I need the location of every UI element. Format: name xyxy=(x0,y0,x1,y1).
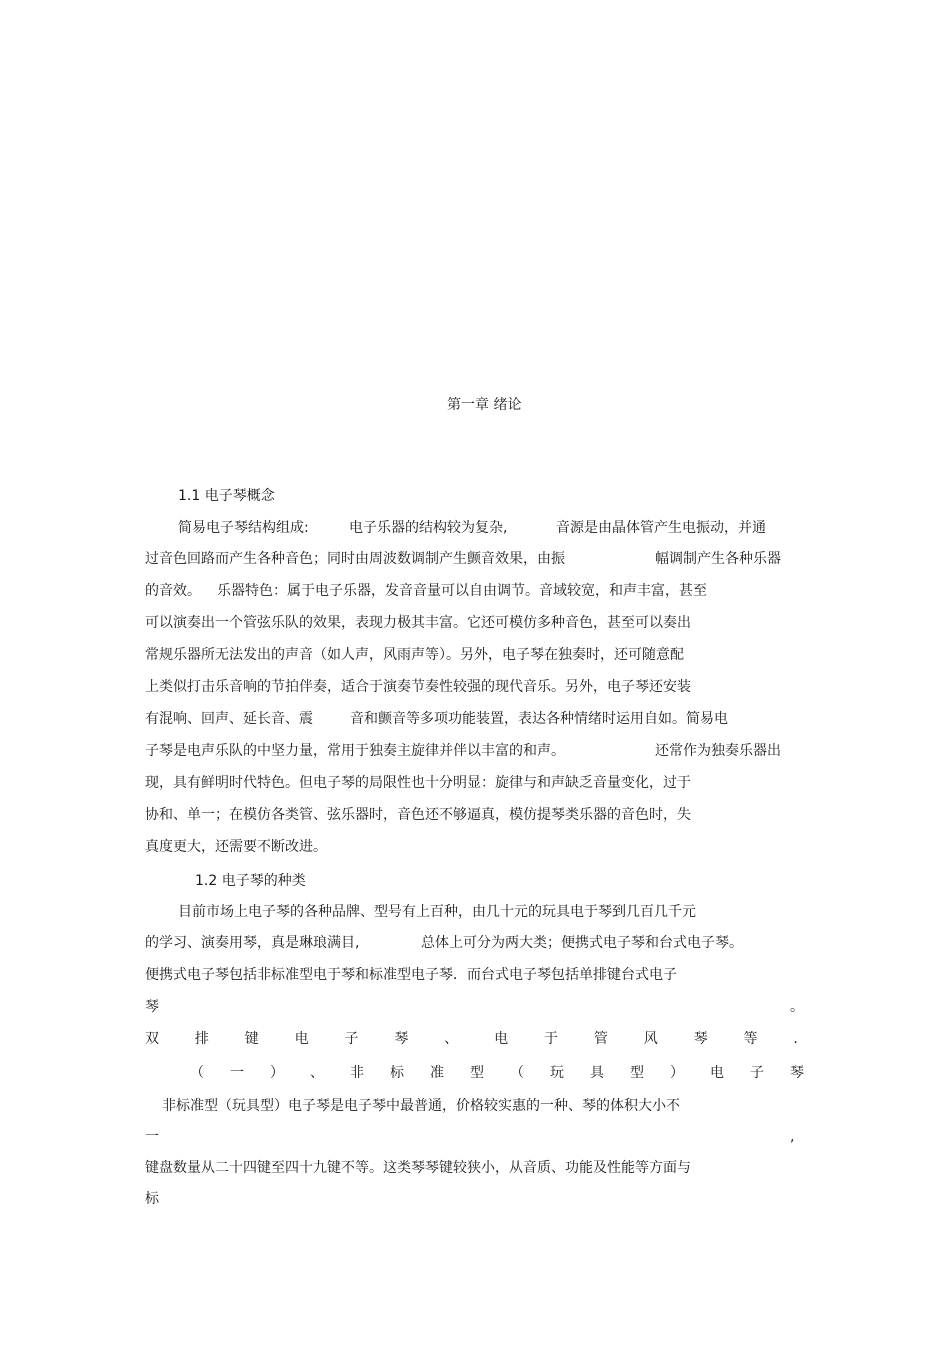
justified-char: 于 xyxy=(544,1031,558,1047)
paragraph-line: 上类似打击乐音响的节拍伴奏，适合于演奏节奏性较强的现代音乐。另外，电子琴还安装 xyxy=(145,679,691,695)
paragraph-line: 常规乐器所无法发出的声音（如人声，风雨声等）。另外，电子琴在独奏时，还可随意配 xyxy=(145,647,684,663)
chapter-title: 第一章 绪论 xyxy=(447,397,522,413)
paragraph-line: 音和颤音等多项功能装置，表达各种情绪时运用自如。简易电 xyxy=(350,711,728,727)
paragraph-line: 便携式电子琴包括非标准型电于琴和标准型电子琴．而台式电子琴包括单排键台式电子 xyxy=(145,967,677,983)
paragraph-line: 目前市场上电子琴的各种品牌、型号有上百种，由几十元的玩具电于琴到几百几千元 xyxy=(178,904,696,920)
justified-char: 等 xyxy=(743,1031,758,1047)
justified-char: 型 xyxy=(470,1065,484,1081)
justified-char: （ xyxy=(510,1065,524,1081)
justified-char: 琴 xyxy=(790,1065,804,1081)
justified-char: 子 xyxy=(344,1031,359,1047)
paragraph-line: , xyxy=(790,1129,795,1145)
justified-char: 风 xyxy=(643,1031,658,1047)
justified-char: ） xyxy=(670,1065,684,1081)
paragraph-line: 简易电子琴结构组成: xyxy=(178,520,309,536)
justified-char: 琴 xyxy=(693,1031,708,1047)
paragraph-line: 音源是由晶体管产生电振动，并通 xyxy=(556,520,766,536)
justified-char: 排 xyxy=(194,1031,209,1047)
paragraph-line: 键盘数量从二十四键至四十九键不等。这类琴琴键较狭小，从音质、功能及性能等方面与 xyxy=(145,1160,691,1176)
paragraph-line: 非标准型（玩具型）电子琴是电子琴中最普通，价格较实惠的一种、琴的体积大小不 xyxy=(162,1098,680,1114)
paragraph-line: 幅调制产生各种乐器 xyxy=(655,551,781,567)
section-heading-1-2: 1.2 电子琴的种类 xyxy=(195,873,306,889)
justified-char: 管 xyxy=(593,1031,608,1047)
paragraph-line: 的音效。 xyxy=(145,583,201,599)
paragraph-line: 乐器特色：属于电子乐器，发音音量可以自由调节。音域较宽，和声丰富，甚至 xyxy=(217,583,707,599)
justified-char: （ xyxy=(190,1065,204,1081)
justified-line xyxy=(190,1064,804,1082)
justified-char: 具 xyxy=(590,1065,604,1081)
justified-char: 键 xyxy=(244,1031,259,1047)
justified-char: 、 xyxy=(444,1031,459,1047)
justified-line xyxy=(145,1030,798,1048)
justified-char: 非 xyxy=(350,1065,364,1081)
justified-char: . xyxy=(793,1031,798,1047)
paragraph-line: 有混响、回声、延长音、震 xyxy=(145,711,313,727)
paragraph-line: 真度更大，还需要不断改进。 xyxy=(145,839,327,855)
paragraph-line: 一 xyxy=(145,1129,159,1145)
paragraph-line: 过音色回路而产生各种音色；同时由周波数调制产生颤音效果，由振 xyxy=(145,551,565,567)
justified-char: 一 xyxy=(230,1065,244,1081)
paragraph-line: 标 xyxy=(145,1191,159,1207)
paragraph-line: 还常作为独奏乐器出 xyxy=(655,743,781,759)
justified-char: ） xyxy=(270,1065,284,1081)
paragraph-line: 现，具有鲜明时代特色。但电子琴的局限性也十分明显：旋律与和声缺乏音量变化，过于 xyxy=(145,775,691,791)
paragraph-line: 子琴是电声乐队的中坚力量，常用于独奏主旋律并伴以丰富的和声。 xyxy=(145,743,565,759)
justified-char: 准 xyxy=(430,1065,444,1081)
paragraph-line: 。 xyxy=(790,999,804,1015)
paragraph-line: 的学习、演奏用琴，真是琳琅满目, xyxy=(145,935,360,951)
paragraph-line: 电子乐器的结构较为复杂, xyxy=(349,520,508,536)
section-heading-1-1: 1.1 电子琴概念 xyxy=(178,488,275,504)
justified-char: 琴 xyxy=(394,1031,409,1047)
justified-char: 、 xyxy=(310,1065,324,1081)
paragraph-line: 琴 xyxy=(145,999,159,1015)
paragraph-line: 总体上可分为两大类；便携式电子琴和台式电子琴。 xyxy=(421,935,743,951)
paragraph-line: 可以演奏出一个管弦乐队的效果，表现力极其丰富。它还可模仿多种音色，甚至可以奏出 xyxy=(145,615,691,631)
justified-char: 标 xyxy=(390,1065,404,1081)
justified-char: 型 xyxy=(630,1065,644,1081)
justified-char: 电 xyxy=(294,1031,309,1047)
justified-char: 玩 xyxy=(550,1065,564,1081)
justified-char: 双 xyxy=(145,1031,159,1047)
paragraph-line: 协和、单一；在模仿各类管、弦乐器时，音色还不够逼真，模仿提琴类乐器的音色时，失 xyxy=(145,807,691,823)
justified-char: 电 xyxy=(494,1031,509,1047)
justified-char: 电 xyxy=(710,1065,724,1081)
justified-char: 子 xyxy=(750,1065,764,1081)
